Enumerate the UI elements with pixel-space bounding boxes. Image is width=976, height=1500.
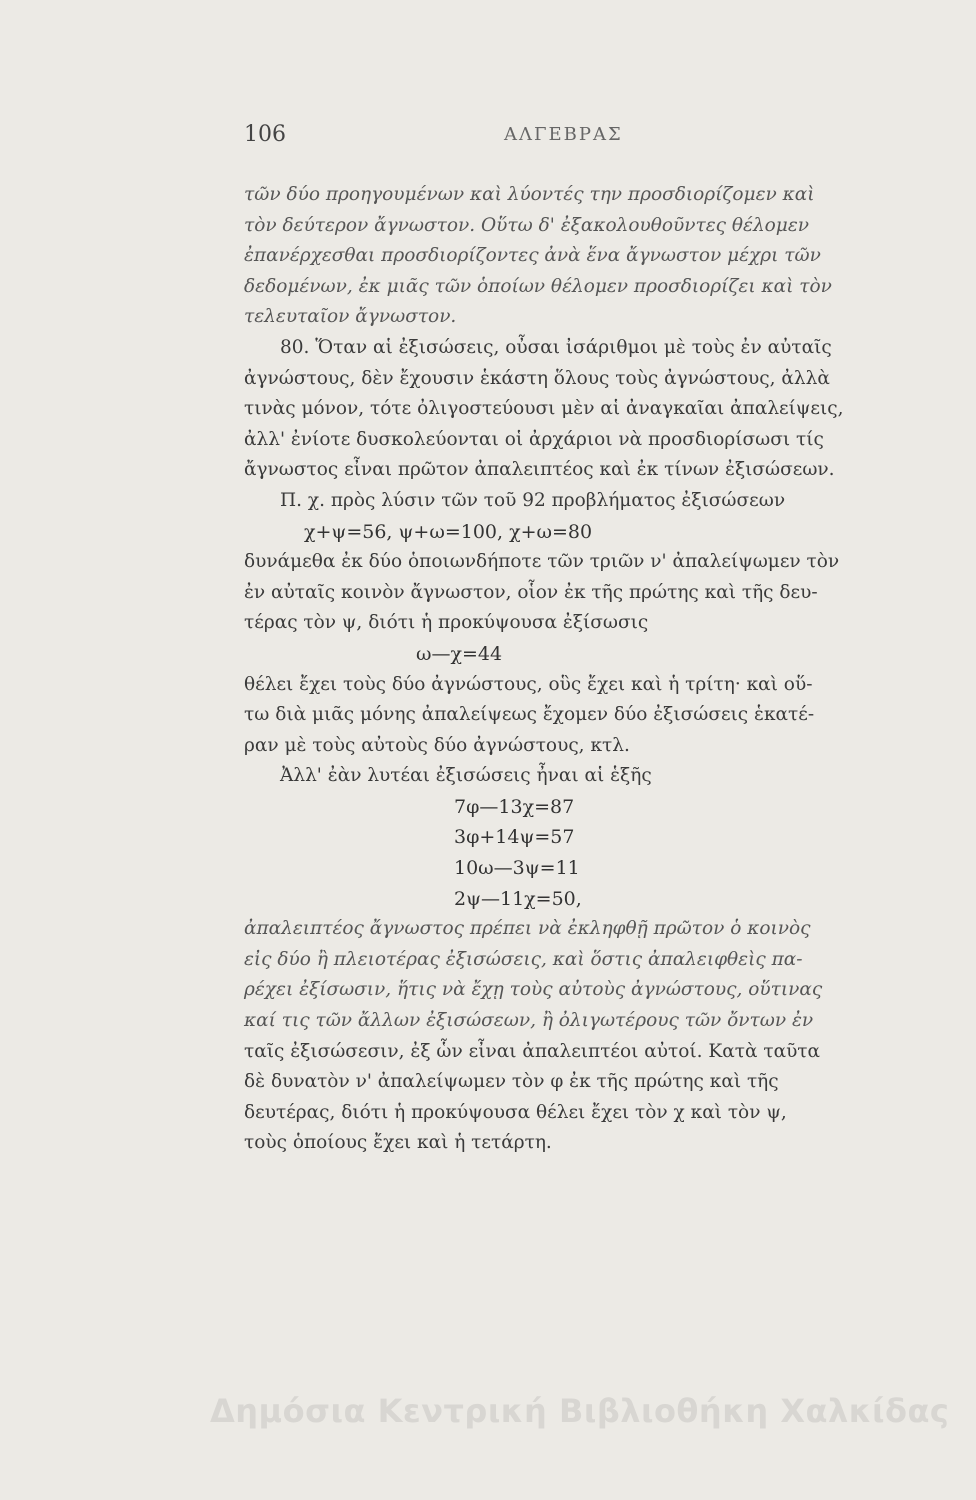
text-line: τέρας τὸν ψ, διότι ἡ προκύψουσα ἐξίσωσις [244,612,649,634]
text-line: ἐπανέρχεσθαι προσδιορίζοντες ἀνὰ ἕνα ἄγνωστον μέχρι τῶν [244,245,821,267]
text-line: Π. χ. πρὸς λύσιν τῶν τοῦ 92 προβλήματος ἐξισώσεων [280,489,786,511]
text-line: τελευταῖον ἄγνωστον. [244,306,457,328]
text-line: θέλει ἔχει τοὺς δύο ἀγνώστους, οὓς ἔχει καὶ ἡ τρίτη· καὶ οὕ- [244,673,813,695]
text-line: ἀγνώστους, δὲν ἔχουσιν ἑκάστη ὅλους τοὺς ἀγνώστους, ἀλλὰ [244,367,830,389]
text-line: δεδομένων, ἐκ μιᾶς τῶν ὁποίων θέλομεν προσδιορίζει καὶ τὸν [244,275,832,297]
page-number: 106 [244,122,286,147]
equation: 2ψ—11χ=50, [454,887,582,910]
text-line: ἀλλ' ἐνίοτε δυσκολεύονται οἱ ἀρχάριοι νὰ προσδιορίσωσι τίς [244,428,824,450]
equation: 7φ—13χ=87 [454,795,575,818]
text-line: ἐν αὐταῖς κοινὸν ἄγνωστον, οἷον ἐκ τῆς πρώτης καὶ τῆς δευ- [244,581,818,603]
equation: 3φ+14ψ=57 [454,826,575,849]
text-line: ἄγνωστος εἶναι πρῶτον ἀπαλειπτέος καὶ ἐκ τίνων ἐξισώσεων. [244,459,835,481]
text-line: ταῖς ἐξισώσεσιν, ἐξ ὧν εἶναι ἀπαλειπτέοι αὐτοί. Κατὰ ταῦτα [244,1040,821,1062]
text-line: καί τις τῶν ἄλλων ἐξισώσεων, ἢ ὀλιγωτέρους τῶν ὄντων ἐν [244,1010,814,1032]
text-line: δευτέρας, διότι ἡ προκύψουσα θέλει ἔχει τὸν χ καὶ τὸν ψ, [244,1101,787,1123]
text-line: τὸν δεύτερον ἄγνωστον. Οὕτω δ' ἐξακολουθοῦντες θέλομεν [244,214,810,236]
text-line: ραν μὲ τοὺς αὐτοὺς δύο ἀγνώστους, κτλ. [244,734,630,756]
text-line: εἰς δύο ἢ πλειοτέρας ἐξισώσεις, καὶ ὅστις ἀπαλειφθεὶς πα- [244,948,803,970]
equation: 10ω—3ψ=11 [454,857,580,880]
text-line: τινὰς μόνον, τότε ὀλιγοστεύουσι μὲν αἱ ἀναγκαῖαι ἀπαλείψεις, [244,398,844,420]
body-text [244,180,844,1159]
text-line: ρέχει ἐξίσωσιν, ἥτις νὰ ἔχῃ τοὺς αὐτοὺς ἀγνώστους, οὕτινας [244,979,823,1001]
text-line: τω διὰ μιᾶς μόνης ἀπαλείψεως ἔχομεν δύο ἐξισώσεις ἑκατέ- [244,704,815,726]
text-line: τοὺς ὁποίους ἔχει καὶ ἡ τετάρτη. [244,1132,552,1154]
library-watermark: Δημόσια Κεντρική Βιβλιοθήκη Χαλκίδας [210,1392,950,1430]
text-line: δὲ δυνατὸν ν' ἀπαλείψωμεν τὸν φ ἐκ τῆς πρώτης καὶ τῆς [244,1071,779,1093]
equation-system-row: χ+ψ=56, ψ+ω=100, χ+ω=80 [304,520,593,543]
text-line: Ἀλλ' ἐὰν λυτέαι ἐξισώσεις ἦναι αἱ ἑξῆς [280,765,652,787]
running-title: ΑΛΓΕΒΡΑΣ [504,124,623,145]
equation: ω—χ=44 [416,642,503,665]
section-80-first-line: 80. Ὅταν αἱ ἐξισώσεις, οὖσαι ἰσάριθμοι μὲ τοὺς ἐν αὐταῖς [280,336,832,358]
text-line: δυνάμεθα ἐκ δύο ὁποιωνδήποτε τῶν τριῶν ν' ἀπαλείψωμεν τὸν [244,551,840,573]
text-line: τῶν δύο προηγουμένων καὶ λύοντές την προσδιορίζομεν καὶ [244,184,815,205]
running-head [244,122,736,152]
text-line: ἀπαλειπτέος ἄγνωστος πρέπει νὰ ἐκληφθῇ πρῶτον ὁ κοινὸς [244,918,811,940]
